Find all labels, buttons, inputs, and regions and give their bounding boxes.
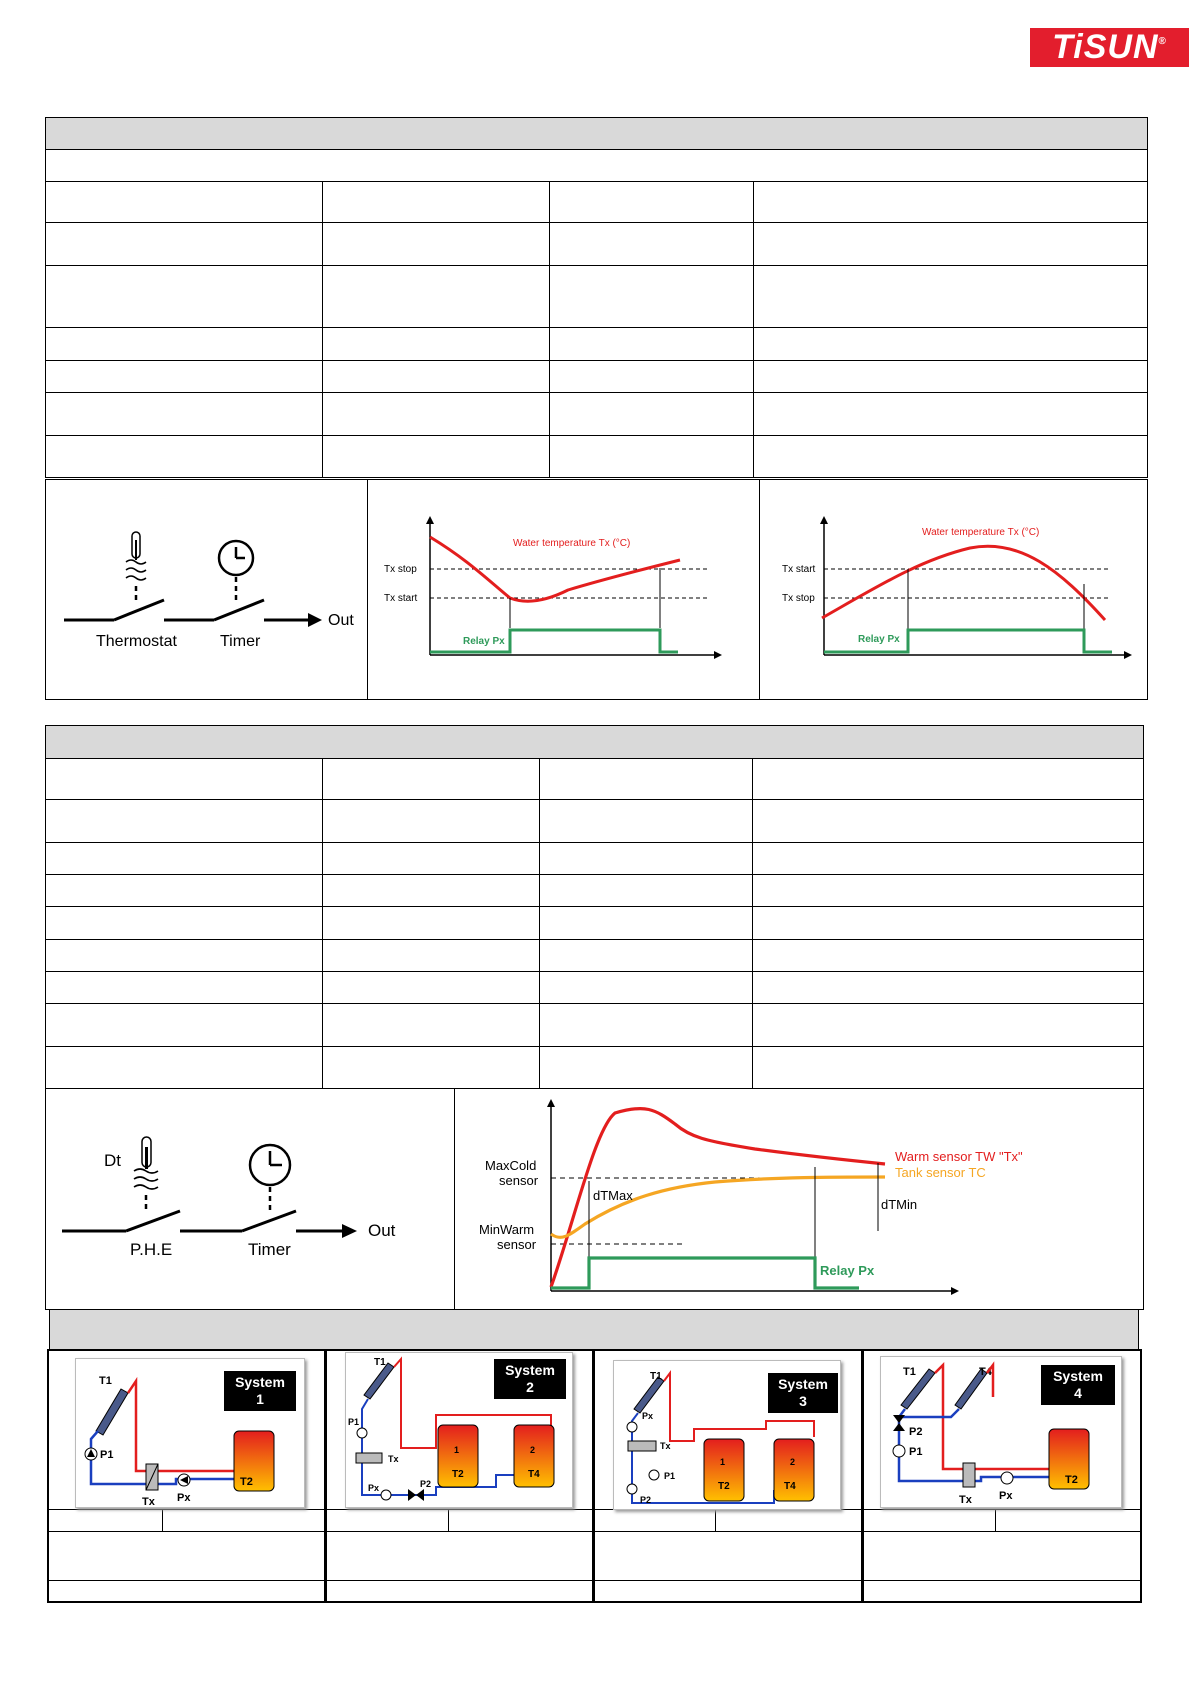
table-row xyxy=(46,1047,1144,1089)
system-title: System xyxy=(1053,1368,1103,1384)
systems-header xyxy=(49,1309,1139,1350)
column-divider xyxy=(861,1349,864,1603)
table-row xyxy=(46,182,1148,223)
table-1-header xyxy=(46,118,1148,150)
thermostat-timer-diagram xyxy=(46,480,369,701)
out-label: Out xyxy=(328,612,354,629)
tx-label: Tx xyxy=(959,1494,972,1506)
table-row xyxy=(46,393,1148,436)
heating-chart xyxy=(760,480,1149,701)
table-1 xyxy=(45,117,1148,478)
dtmin-label: dTMin xyxy=(881,1197,918,1212)
row-divider xyxy=(49,1509,1140,1510)
timer-label: Timer xyxy=(248,1240,291,1259)
maxcold-sensor-label: sensor xyxy=(499,1173,539,1188)
chart-title: Water temperature Tx (°C) xyxy=(513,538,631,549)
relay-label: Relay Px xyxy=(463,636,505,647)
differential-chart-panel xyxy=(454,1088,1144,1310)
t2-label: T2 xyxy=(452,1469,464,1480)
tank-1-label: 1 xyxy=(720,1457,726,1467)
tank-2-label: 2 xyxy=(530,1445,536,1455)
t2-label: T2 xyxy=(718,1481,730,1492)
table-2-header xyxy=(46,726,1144,759)
phe-diagram-panel xyxy=(45,1088,455,1310)
t2-label: T2 xyxy=(1065,1474,1078,1486)
brand-logo: TiSUN® xyxy=(1030,28,1189,67)
clock-icon xyxy=(219,541,253,604)
thermometer-icon xyxy=(134,1137,158,1213)
tank-2-label: 2 xyxy=(790,1457,796,1467)
phe-label: P.H.E xyxy=(130,1240,173,1259)
p1-label: P1 xyxy=(348,1417,360,1427)
t1-label: T1 xyxy=(650,1371,662,1382)
table-row xyxy=(46,843,1144,875)
relay-label: Relay Px xyxy=(820,1263,875,1278)
tx-start-label: Tx start xyxy=(782,564,816,575)
column-divider xyxy=(592,1349,595,1603)
maxcold-label: MaxCold xyxy=(485,1158,537,1173)
clock-icon xyxy=(250,1145,290,1213)
system-2-diagram xyxy=(345,1352,573,1508)
t4-label: T4 xyxy=(784,1481,796,1492)
warm-sensor-legend: Warm sensor TW "Tx" xyxy=(895,1149,1023,1164)
t1-label: T1 xyxy=(99,1375,112,1387)
p2-label: P2 xyxy=(640,1495,652,1505)
system-title: System xyxy=(778,1376,828,1392)
table-row xyxy=(46,940,1144,972)
timer-label: Timer xyxy=(220,633,261,650)
t2-label: T2 xyxy=(240,1476,253,1488)
dt-label: Dt xyxy=(104,1151,121,1170)
table-row xyxy=(46,328,1148,361)
chart-title: Water temperature Tx (°C) xyxy=(922,527,1040,538)
table-row xyxy=(46,436,1148,478)
tx-label: Tx xyxy=(660,1441,671,1451)
cooling-chart-panel xyxy=(367,479,760,700)
table-row xyxy=(46,972,1144,1004)
column-divider xyxy=(324,1349,327,1603)
relay-label: Relay Px xyxy=(858,634,900,645)
table-1-subheader xyxy=(46,150,1148,182)
system-3-diagram xyxy=(613,1360,841,1510)
system-number: 3 xyxy=(799,1393,807,1409)
solar-collector-icon xyxy=(364,1363,394,1399)
minwarm-label: MinWarm xyxy=(479,1222,535,1237)
table-2 xyxy=(45,725,1144,1089)
differential-chart xyxy=(455,1089,1145,1311)
table-row xyxy=(46,800,1144,843)
cooling-chart xyxy=(368,480,761,701)
t1-label: T1 xyxy=(903,1366,916,1378)
row-divider xyxy=(49,1531,1140,1532)
table-row xyxy=(46,875,1144,907)
phe-timer-diagram xyxy=(46,1089,456,1311)
water-temperature-curve xyxy=(822,546,1105,620)
t4-label: T4 xyxy=(979,1366,992,1378)
row-divider xyxy=(49,1580,1140,1581)
table-row xyxy=(46,266,1148,328)
cell-divider xyxy=(715,1509,716,1531)
thermometer-icon xyxy=(126,532,146,604)
p1-label: P1 xyxy=(664,1471,676,1481)
t1-label: T1 xyxy=(374,1357,386,1368)
system-number: 4 xyxy=(1074,1385,1082,1401)
dtmax-label: dTMax xyxy=(593,1188,633,1203)
out-label: Out xyxy=(368,1221,396,1240)
thermostat-label: Thermostat xyxy=(96,633,177,650)
table-row xyxy=(46,1004,1144,1047)
table-row xyxy=(46,361,1148,393)
heating-chart-panel xyxy=(759,479,1148,700)
cell-divider xyxy=(995,1509,996,1531)
minwarm-sensor-label: sensor xyxy=(497,1237,537,1252)
t4-label: T4 xyxy=(528,1469,540,1480)
relay-signal xyxy=(551,1258,859,1288)
px-label: Px xyxy=(177,1492,191,1504)
tank-sensor-curve xyxy=(551,1177,885,1237)
tank-1-label: 1 xyxy=(454,1445,460,1455)
p1-label: P1 xyxy=(100,1449,114,1461)
px-label: Px xyxy=(999,1490,1013,1502)
table-row xyxy=(46,759,1144,800)
p2-label: P2 xyxy=(909,1426,923,1438)
system-title: System xyxy=(505,1362,555,1378)
px-label: Px xyxy=(368,1483,380,1493)
cell-divider xyxy=(162,1509,163,1531)
tx-label: Tx xyxy=(142,1496,155,1508)
system-number: 2 xyxy=(526,1379,534,1395)
p1-label: P1 xyxy=(909,1446,923,1458)
px-label: Px xyxy=(642,1411,654,1421)
tx-start-label: Tx start xyxy=(384,593,418,604)
system-title: System xyxy=(235,1374,285,1390)
table-row xyxy=(46,907,1144,940)
solar-collector-icon xyxy=(96,1389,128,1435)
solar-collector-icon xyxy=(634,1377,664,1413)
tx-stop-label: Tx stop xyxy=(384,564,417,575)
p2-label: P2 xyxy=(420,1479,432,1489)
cell-divider xyxy=(448,1509,449,1531)
tx-label: Tx xyxy=(388,1454,399,1464)
table-row xyxy=(46,223,1148,266)
system-4-diagram xyxy=(880,1356,1122,1508)
tank-sensor-legend: Tank sensor TC xyxy=(895,1165,986,1180)
system-number: 1 xyxy=(256,1391,264,1407)
system-1-diagram xyxy=(75,1358,305,1508)
thermostat-diagram-panel xyxy=(45,479,368,700)
tx-stop-label: Tx stop xyxy=(782,593,815,604)
